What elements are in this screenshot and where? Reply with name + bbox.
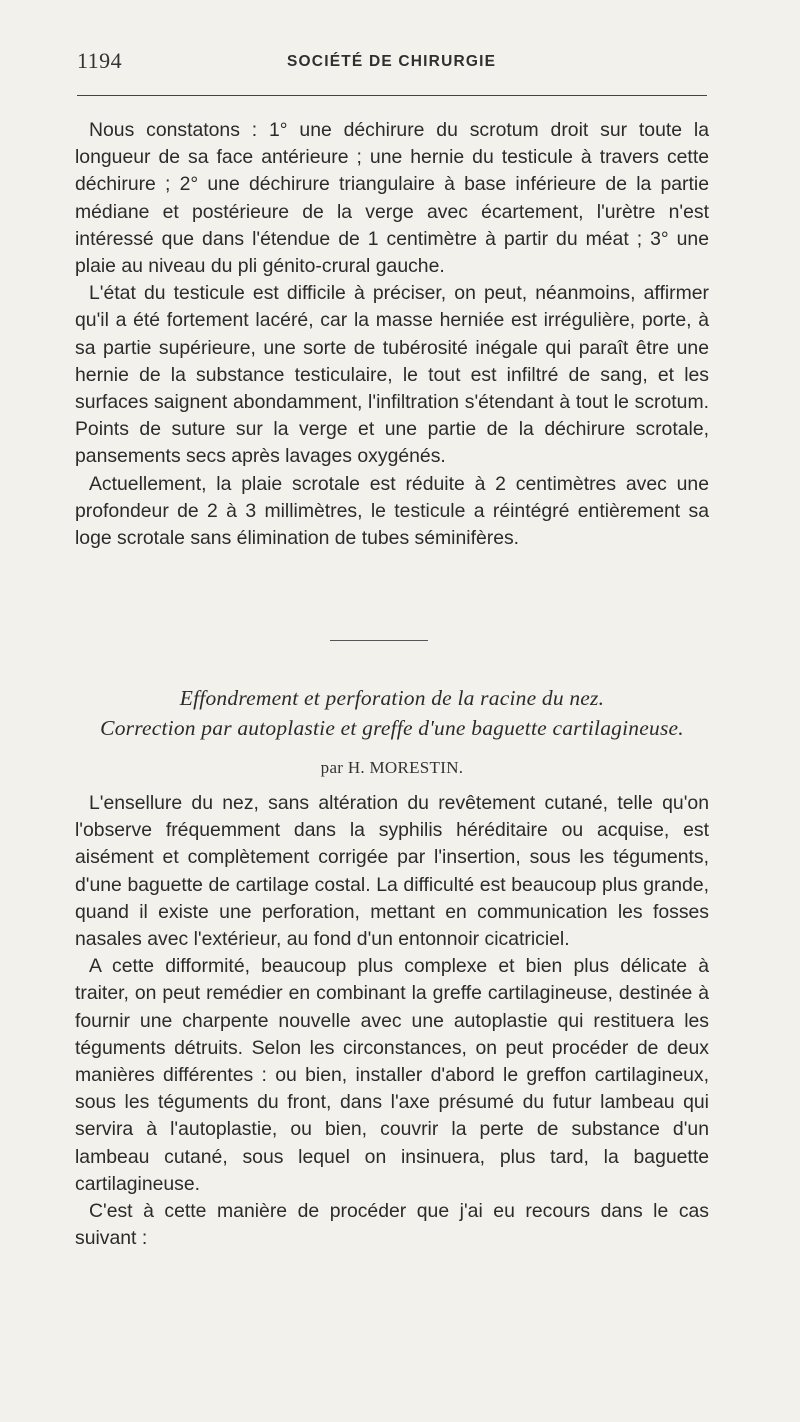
section-1-text	[75, 117, 709, 552]
paragraph: L'ensellure du nez, sans altération du revêtement cutané, telle qu'on l'observe fréquemment dans la syphilis héréditaire ou acquise, est aisément et complètement corrigée par l'insertion, sous les téguments, d'une baguette de cartilage costal. La difficulté est beaucoup plus grande, quand il existe une perforation, mettant en communication les fosses nasales avec l'extérieur, au fond d'un entonnoir cicatriciel.	[75, 792, 709, 951]
article-title-line-2: Correction par autoplastie et greffe d'une baguette cartilagineuse.	[100, 716, 684, 740]
paragraph: A cette difformité, beaucoup plus complexe et bien plus délicate à traiter, on peut remédier en combinant la greffe cartilagineuse, destinée à fournir une charpente nouvelle avec une autoplastie qui restituera les téguments détruits. Selon les circonstances, on peut procéder de deux manières différentes : ou bien, installer d'abord le greffon cartilagineux, sous les téguments du front, dans l'axe présumé du futur lambeau qui servira à l'autoplastie, ou bien, couvrir la perte de substance d'un lambeau cutané, sous lequel on insinuera, plus tard, la baguette cartilagineuse.	[75, 955, 709, 1195]
article-title-line-1: Effondrement et perforation de la racine du nez.	[179, 686, 605, 710]
paragraph: Nous constatons : 1° une déchirure du scrotum droit sur toute la longueur de sa face antérieure ; une hernie du testicule à travers cette déchirure ; 2° une déchirure triangulaire à base inférieure de la partie médiane et postérieure de la verge avec écartement, l'urètre n'est intéressé que dans l'étendue de 1 centimètre à partir du méat ; 3° une plaie au niveau du pli génito-crural gauche.	[75, 119, 709, 278]
paragraph: Actuellement, la plaie scrotale est réduite à 2 centimètres avec une profondeur de 2 à 3 millimètres, le testicule a réintégré entièrement sa loge scrotale sans élimination de tubes séminifères.	[75, 472, 709, 550]
paragraph: L'état du testicule est difficile à préciser, on peut, néanmoins, affirmer qu'il a été fortement lacéré, car la masse herniée est irrégulière, porte, à sa partie supérieure, une sorte de tubérosité inégale qui paraît être une hernie de la substance testiculaire, le tout est infiltré de sang, et les surfaces saignent abondamment, l'infiltration s'étendant à tout le scrotum. Points de suture sur la verge et une partie de la déchirure scrotale, pansements secs après lavages oxygénés.	[75, 282, 709, 468]
page-header	[77, 44, 707, 84]
header-rule	[77, 95, 707, 96]
paragraph: C'est à cette manière de procéder que j'ai eu recours dans le cas suivant :	[75, 1200, 709, 1250]
article-byline: par H. MORESTIN.	[320, 758, 464, 777]
running-head: SOCIÉTÉ DE CHIRURGIE	[287, 53, 497, 70]
page-number: 1194	[77, 48, 123, 73]
section-divider	[330, 640, 428, 641]
article-title	[75, 683, 709, 743]
article-text	[75, 790, 709, 1252]
